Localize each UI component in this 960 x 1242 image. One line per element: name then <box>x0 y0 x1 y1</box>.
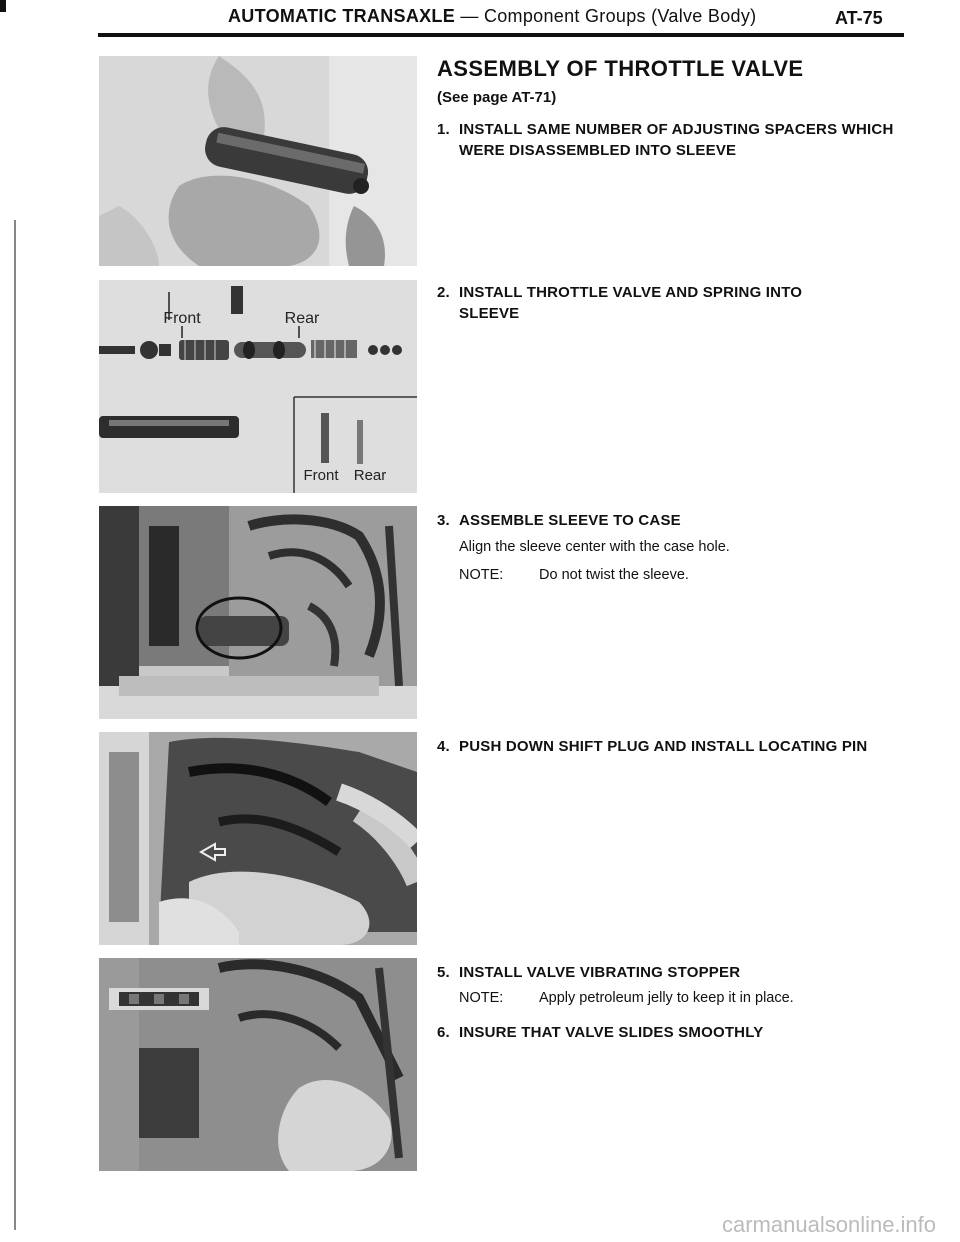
step-3-detail: Align the sleeve center with the case hole. <box>459 539 730 555</box>
step-3-note-label: NOTE: <box>459 567 504 583</box>
step-2 <box>437 282 917 324</box>
step-3-note-text: Do not twist the sleeve. <box>539 567 689 583</box>
step-3-text: ASSEMBLE SLEEVE TO CASE <box>459 512 681 529</box>
footer-watermark-url[interactable]: carmanualsonline.info <box>722 1212 937 1237</box>
photo-throttle-valve-parts <box>99 280 417 493</box>
see-page-reference: (See page AT-71) <box>437 89 557 106</box>
figure-label-front-top: Front <box>163 310 201 327</box>
step-4-number: 4. <box>437 738 450 755</box>
page-number: AT-75 <box>835 8 883 28</box>
figure-label-rear-inset: Rear <box>353 467 387 484</box>
step-5-number: 5. <box>437 964 450 981</box>
step-5-text: INSTALL VALVE VIBRATING STOPPER <box>459 964 741 981</box>
figure-label-rear-top: Rear <box>284 310 320 327</box>
header-title-dash: — <box>455 6 484 26</box>
photo-push-shift-plug <box>99 732 417 945</box>
step-4 <box>437 736 917 757</box>
scan-edge-line <box>14 220 16 1230</box>
figure-label-front-inset: Front <box>303 467 339 484</box>
section-title: ASSEMBLY OF THROTTLE VALVE <box>437 56 804 81</box>
step-4-text: PUSH DOWN SHIFT PLUG AND INSTALL LOCATING PIN <box>459 738 868 755</box>
step-1-text: INSTALL SAME NUMBER OF ADJUSTING SPACERS WHICH WERE DISASSEMBLED INTO SLEEVE <box>459 121 894 159</box>
step-3-note <box>459 565 919 585</box>
step-2-number: 2. <box>437 284 450 301</box>
step-1-number: 1. <box>437 121 450 138</box>
header-divider <box>98 33 904 37</box>
header-title-main: AUTOMATIC TRANSAXLE <box>228 6 456 26</box>
step-1 <box>437 119 917 161</box>
step-2-text: INSTALL THROTTLE VALVE AND SPRING INTO SLEEVE <box>459 284 803 322</box>
photo-sleeve-to-case <box>99 506 417 719</box>
step-5 <box>437 962 917 983</box>
step-3 <box>437 510 917 531</box>
corner-crop-mark <box>0 0 6 12</box>
step-5-note <box>459 988 919 1008</box>
step-6-text: INSURE THAT VALVE SLIDES SMOOTHLY <box>459 1024 764 1041</box>
step-6 <box>437 1022 917 1043</box>
photo-vibrating-stopper <box>99 958 417 1171</box>
step-3-number: 3. <box>437 512 450 529</box>
header-title-sub: Component Groups (Valve Body) <box>483 6 757 26</box>
photo-sleeve-spacers <box>99 56 417 266</box>
step-5-note-text: Apply petroleum jelly to keep it in place. <box>539 990 794 1006</box>
page-header-title <box>228 6 756 27</box>
step-6-number: 6. <box>437 1024 450 1041</box>
step-5-note-label: NOTE: <box>459 990 504 1006</box>
